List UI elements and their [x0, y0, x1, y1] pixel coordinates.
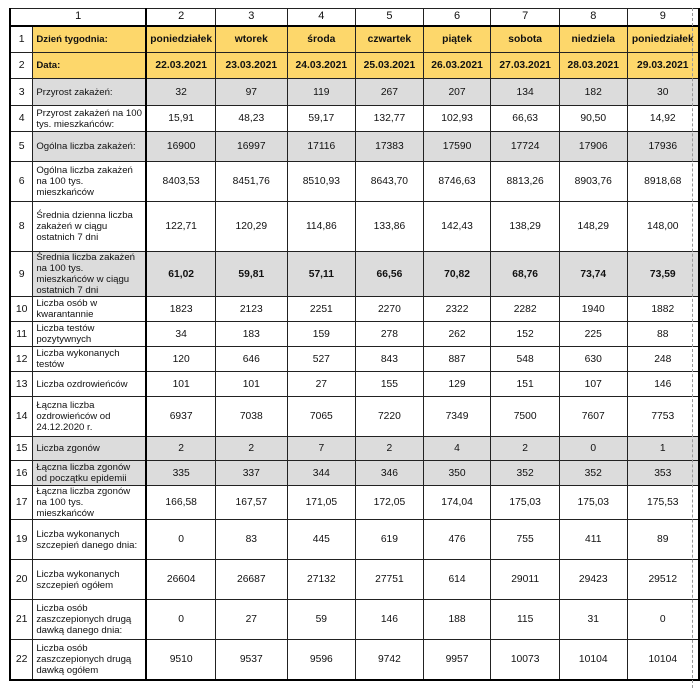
data-cell: 146 — [627, 372, 699, 397]
data-cell: 83 — [216, 520, 287, 560]
data-cell: 188 — [423, 600, 491, 640]
data-cell: 152 — [491, 322, 560, 347]
data-cell: 646 — [216, 347, 287, 372]
data-cell: 2 — [356, 437, 424, 461]
row-number: 19 — [10, 520, 33, 560]
data-cell: poniedziałek — [627, 26, 699, 53]
data-cell: 476 — [423, 520, 491, 560]
data-cell: 120,29 — [216, 202, 287, 252]
table-row — [10, 520, 699, 560]
data-cell: 9742 — [356, 640, 424, 680]
row-number: 9 — [10, 252, 33, 297]
table-row — [10, 26, 699, 53]
table-row — [10, 297, 699, 322]
row-label: Przyrost zakażeń na 100 tys. mieszkańców: — [33, 106, 146, 132]
row-number: 15 — [10, 437, 33, 461]
data-cell: 1823 — [146, 297, 215, 322]
data-cell: 119 — [287, 79, 356, 106]
data-cell: 548 — [491, 347, 560, 372]
data-cell: 8746,63 — [423, 162, 491, 202]
row-label: Ogólna liczba zakażeń: — [33, 132, 146, 162]
data-cell: 24.03.2021 — [287, 53, 356, 79]
data-cell: 151 — [491, 372, 560, 397]
row-number: 4 — [10, 106, 33, 132]
data-cell: 17116 — [287, 132, 356, 162]
data-cell: 9510 — [146, 640, 215, 680]
data-cell: 183 — [216, 322, 287, 347]
data-cell: 66,56 — [356, 252, 424, 297]
row-label: Łączna liczba zgonów na 100 tys. mieszkańców — [33, 486, 146, 520]
row-label: Dzień tygodnia: — [33, 26, 146, 53]
data-cell: 27 — [216, 600, 287, 640]
row-number: 22 — [10, 640, 33, 680]
data-cell: 337 — [216, 461, 287, 486]
data-cell: 61,02 — [146, 252, 215, 297]
data-cell: 27 — [287, 372, 356, 397]
table-row — [10, 53, 699, 79]
data-cell: 134 — [491, 79, 560, 106]
data-cell: 32 — [146, 79, 215, 106]
data-cell: 30 — [627, 79, 699, 106]
row-label: Liczba osób zaszczepionych drugą dawką ogółem — [33, 640, 146, 680]
data-cell: 68,76 — [491, 252, 560, 297]
row-label: Średnia dzienna liczba zakażeń w ciągu ostatnich 7 dni — [33, 202, 146, 252]
table-row — [10, 79, 699, 106]
row-number: 11 — [10, 322, 33, 347]
data-cell: 267 — [356, 79, 424, 106]
data-cell: 0 — [146, 600, 215, 640]
data-cell: 350 — [423, 461, 491, 486]
row-number: 12 — [10, 347, 33, 372]
data-cell: 167,57 — [216, 486, 287, 520]
row-number: 10 — [10, 297, 33, 322]
data-cell: 10104 — [627, 640, 699, 680]
data-cell: 171,05 — [287, 486, 356, 520]
row-number: 16 — [10, 461, 33, 486]
data-cell: 8451,76 — [216, 162, 287, 202]
data-cell: 8403,53 — [146, 162, 215, 202]
data-cell: 122,71 — [146, 202, 215, 252]
data-cell: 17383 — [356, 132, 424, 162]
data-cell: 335 — [146, 461, 215, 486]
data-cell: 114,86 — [287, 202, 356, 252]
data-cell: 29512 — [627, 560, 699, 600]
data-cell: 8510,93 — [287, 162, 356, 202]
data-cell: 352 — [491, 461, 560, 486]
data-cell: 15,91 — [146, 106, 215, 132]
data-cell: 7349 — [423, 397, 491, 437]
row-number: 2 — [10, 53, 33, 79]
data-cell: 17936 — [627, 132, 699, 162]
table-row — [10, 640, 699, 680]
data-cell: 97 — [216, 79, 287, 106]
data-cell: 101 — [146, 372, 215, 397]
row-number: 14 — [10, 397, 33, 437]
data-cell: 7500 — [491, 397, 560, 437]
data-cell: 207 — [423, 79, 491, 106]
data-cell: 182 — [559, 79, 627, 106]
data-cell: 88 — [627, 322, 699, 347]
column-number-row — [10, 9, 699, 26]
data-cell: 59,81 — [216, 252, 287, 297]
row-label: Liczba osób w kwarantannie — [33, 297, 146, 322]
row-number: 20 — [10, 560, 33, 600]
data-cell: 17590 — [423, 132, 491, 162]
data-cell: 14,92 — [627, 106, 699, 132]
row-number: 3 — [10, 79, 33, 106]
data-cell: 2270 — [356, 297, 424, 322]
row-label: Łączna liczba ozdrowieńców od 24.12.2020 r. — [33, 397, 146, 437]
row-number: 5 — [10, 132, 33, 162]
data-cell: 90,50 — [559, 106, 627, 132]
data-cell: 2 — [491, 437, 560, 461]
data-cell: 175,03 — [559, 486, 627, 520]
row-number: 8 — [10, 202, 33, 252]
covid-statistics-table — [9, 8, 700, 681]
data-cell: 29011 — [491, 560, 560, 600]
data-cell: 0 — [627, 600, 699, 640]
data-cell: 29.03.2021 — [627, 53, 699, 79]
data-cell: 132,77 — [356, 106, 424, 132]
data-cell: 70,82 — [423, 252, 491, 297]
row-number: 6 — [10, 162, 33, 202]
data-cell: 411 — [559, 520, 627, 560]
column-number: 6 — [423, 9, 491, 26]
column-number: 4 — [287, 9, 356, 26]
data-cell: 262 — [423, 322, 491, 347]
data-cell: 2322 — [423, 297, 491, 322]
data-cell: 887 — [423, 347, 491, 372]
data-cell: 9957 — [423, 640, 491, 680]
data-cell: 146 — [356, 600, 424, 640]
data-cell: 2123 — [216, 297, 287, 322]
data-cell: 26604 — [146, 560, 215, 600]
data-cell: 155 — [356, 372, 424, 397]
data-cell: 1882 — [627, 297, 699, 322]
data-cell: 16997 — [216, 132, 287, 162]
data-cell: 27751 — [356, 560, 424, 600]
data-cell: 9537 — [216, 640, 287, 680]
data-cell: 48,23 — [216, 106, 287, 132]
data-cell: 29423 — [559, 560, 627, 600]
table-row — [10, 486, 699, 520]
table-row — [10, 162, 699, 202]
data-cell: 148,29 — [559, 202, 627, 252]
column-number: 2 — [146, 9, 215, 26]
data-cell: 120 — [146, 347, 215, 372]
row-label: Liczba ozdrowieńców — [33, 372, 146, 397]
data-cell: 129 — [423, 372, 491, 397]
data-cell: 166,58 — [146, 486, 215, 520]
row-label: Liczba zgonów — [33, 437, 146, 461]
data-cell: 175,03 — [491, 486, 560, 520]
data-cell: 66,63 — [491, 106, 560, 132]
data-cell: 23.03.2021 — [216, 53, 287, 79]
data-cell: 89 — [627, 520, 699, 560]
data-cell: 174,04 — [423, 486, 491, 520]
data-cell: 9596 — [287, 640, 356, 680]
data-cell: 25.03.2021 — [356, 53, 424, 79]
data-cell: 352 — [559, 461, 627, 486]
table-row — [10, 132, 699, 162]
data-cell: 73,74 — [559, 252, 627, 297]
data-cell: 138,29 — [491, 202, 560, 252]
column-number: 7 — [491, 9, 560, 26]
data-cell: 0 — [146, 520, 215, 560]
data-cell: 7038 — [216, 397, 287, 437]
data-cell: niedziela — [559, 26, 627, 53]
data-cell: czwartek — [356, 26, 424, 53]
data-cell: 248 — [627, 347, 699, 372]
row-label: Liczba osób zaszczepionych drugą dawką danego dnia: — [33, 600, 146, 640]
data-cell: 107 — [559, 372, 627, 397]
data-cell: 34 — [146, 322, 215, 347]
data-cell: 225 — [559, 322, 627, 347]
table-row — [10, 397, 699, 437]
data-cell: 8903,76 — [559, 162, 627, 202]
row-number: 21 — [10, 600, 33, 640]
table-row — [10, 322, 699, 347]
data-cell: 59 — [287, 600, 356, 640]
data-cell: 2282 — [491, 297, 560, 322]
data-cell: 102,93 — [423, 106, 491, 132]
row-label: Przyrost zakażeń: — [33, 79, 146, 106]
data-cell: 2 — [216, 437, 287, 461]
data-cell: 7065 — [287, 397, 356, 437]
data-cell: 142,43 — [423, 202, 491, 252]
data-cell: 7 — [287, 437, 356, 461]
data-cell: 630 — [559, 347, 627, 372]
column-number: 3 — [216, 9, 287, 26]
data-cell: 133,86 — [356, 202, 424, 252]
data-cell: 10104 — [559, 640, 627, 680]
column-number: 8 — [559, 9, 627, 26]
data-cell: 755 — [491, 520, 560, 560]
row-label: Liczba testów pozytywnych — [33, 322, 146, 347]
data-cell: 27.03.2021 — [491, 53, 560, 79]
data-cell: 7220 — [356, 397, 424, 437]
table-row — [10, 347, 699, 372]
row-label: Liczba wykonanych testów — [33, 347, 146, 372]
row-label: Średnia liczba zakażeń na 100 tys. mieszkańców w ciągu ostatnich 7 dni — [33, 252, 146, 297]
data-cell: 22.03.2021 — [146, 53, 215, 79]
row-number: 13 — [10, 372, 33, 397]
data-cell: 26687 — [216, 560, 287, 600]
data-cell: 1 — [627, 437, 699, 461]
data-cell: 175,53 — [627, 486, 699, 520]
data-cell: piątek — [423, 26, 491, 53]
data-cell: 527 — [287, 347, 356, 372]
data-cell: 115 — [491, 600, 560, 640]
table-row — [10, 252, 699, 297]
data-cell: środa — [287, 26, 356, 53]
data-cell: 27132 — [287, 560, 356, 600]
data-cell: 2251 — [287, 297, 356, 322]
row-number: 1 — [10, 26, 33, 53]
data-cell: 353 — [627, 461, 699, 486]
data-cell: 26.03.2021 — [423, 53, 491, 79]
column-number: 9 — [627, 9, 699, 26]
data-cell: 7607 — [559, 397, 627, 437]
data-cell: 73,59 — [627, 252, 699, 297]
table-row — [10, 106, 699, 132]
data-cell: 8918,68 — [627, 162, 699, 202]
data-cell: 7753 — [627, 397, 699, 437]
data-cell: 28.03.2021 — [559, 53, 627, 79]
row-label: Liczba wykonanych szczepień ogółem — [33, 560, 146, 600]
data-cell: 1940 — [559, 297, 627, 322]
data-cell: 614 — [423, 560, 491, 600]
data-cell: 17724 — [491, 132, 560, 162]
table-row — [10, 437, 699, 461]
data-cell: 101 — [216, 372, 287, 397]
row-label: Liczba wykonanych szczepień danego dnia: — [33, 520, 146, 560]
data-cell: wtorek — [216, 26, 287, 53]
table-row — [10, 560, 699, 600]
data-cell: 16900 — [146, 132, 215, 162]
data-cell: 278 — [356, 322, 424, 347]
data-cell: 148,00 — [627, 202, 699, 252]
table-row — [10, 461, 699, 486]
row-label: Data: — [33, 53, 146, 79]
table-row — [10, 372, 699, 397]
data-cell: 0 — [559, 437, 627, 461]
row-label: Ogólna liczba zakażeń na 100 tys. mieszkańców — [33, 162, 146, 202]
data-cell: 843 — [356, 347, 424, 372]
data-cell: 8813,26 — [491, 162, 560, 202]
column-number: 1 — [10, 9, 146, 26]
data-cell: 6937 — [146, 397, 215, 437]
data-cell: 619 — [356, 520, 424, 560]
data-cell: 17906 — [559, 132, 627, 162]
data-cell: 4 — [423, 437, 491, 461]
data-cell: 57,11 — [287, 252, 356, 297]
data-cell: 2 — [146, 437, 215, 461]
row-number: 17 — [10, 486, 33, 520]
data-cell: 344 — [287, 461, 356, 486]
data-cell: 172,05 — [356, 486, 424, 520]
table-row — [10, 600, 699, 640]
table-row — [10, 202, 699, 252]
data-cell: poniedziałek — [146, 26, 215, 53]
data-cell: 159 — [287, 322, 356, 347]
data-cell: sobota — [491, 26, 560, 53]
data-cell: 445 — [287, 520, 356, 560]
column-number: 5 — [356, 9, 424, 26]
page-break-line — [692, 8, 693, 688]
data-cell: 31 — [559, 600, 627, 640]
data-cell: 10073 — [491, 640, 560, 680]
row-label: Łączna liczba zgonów od początku epidemii — [33, 461, 146, 486]
data-cell: 59,17 — [287, 106, 356, 132]
data-cell: 346 — [356, 461, 424, 486]
data-cell: 8643,70 — [356, 162, 424, 202]
